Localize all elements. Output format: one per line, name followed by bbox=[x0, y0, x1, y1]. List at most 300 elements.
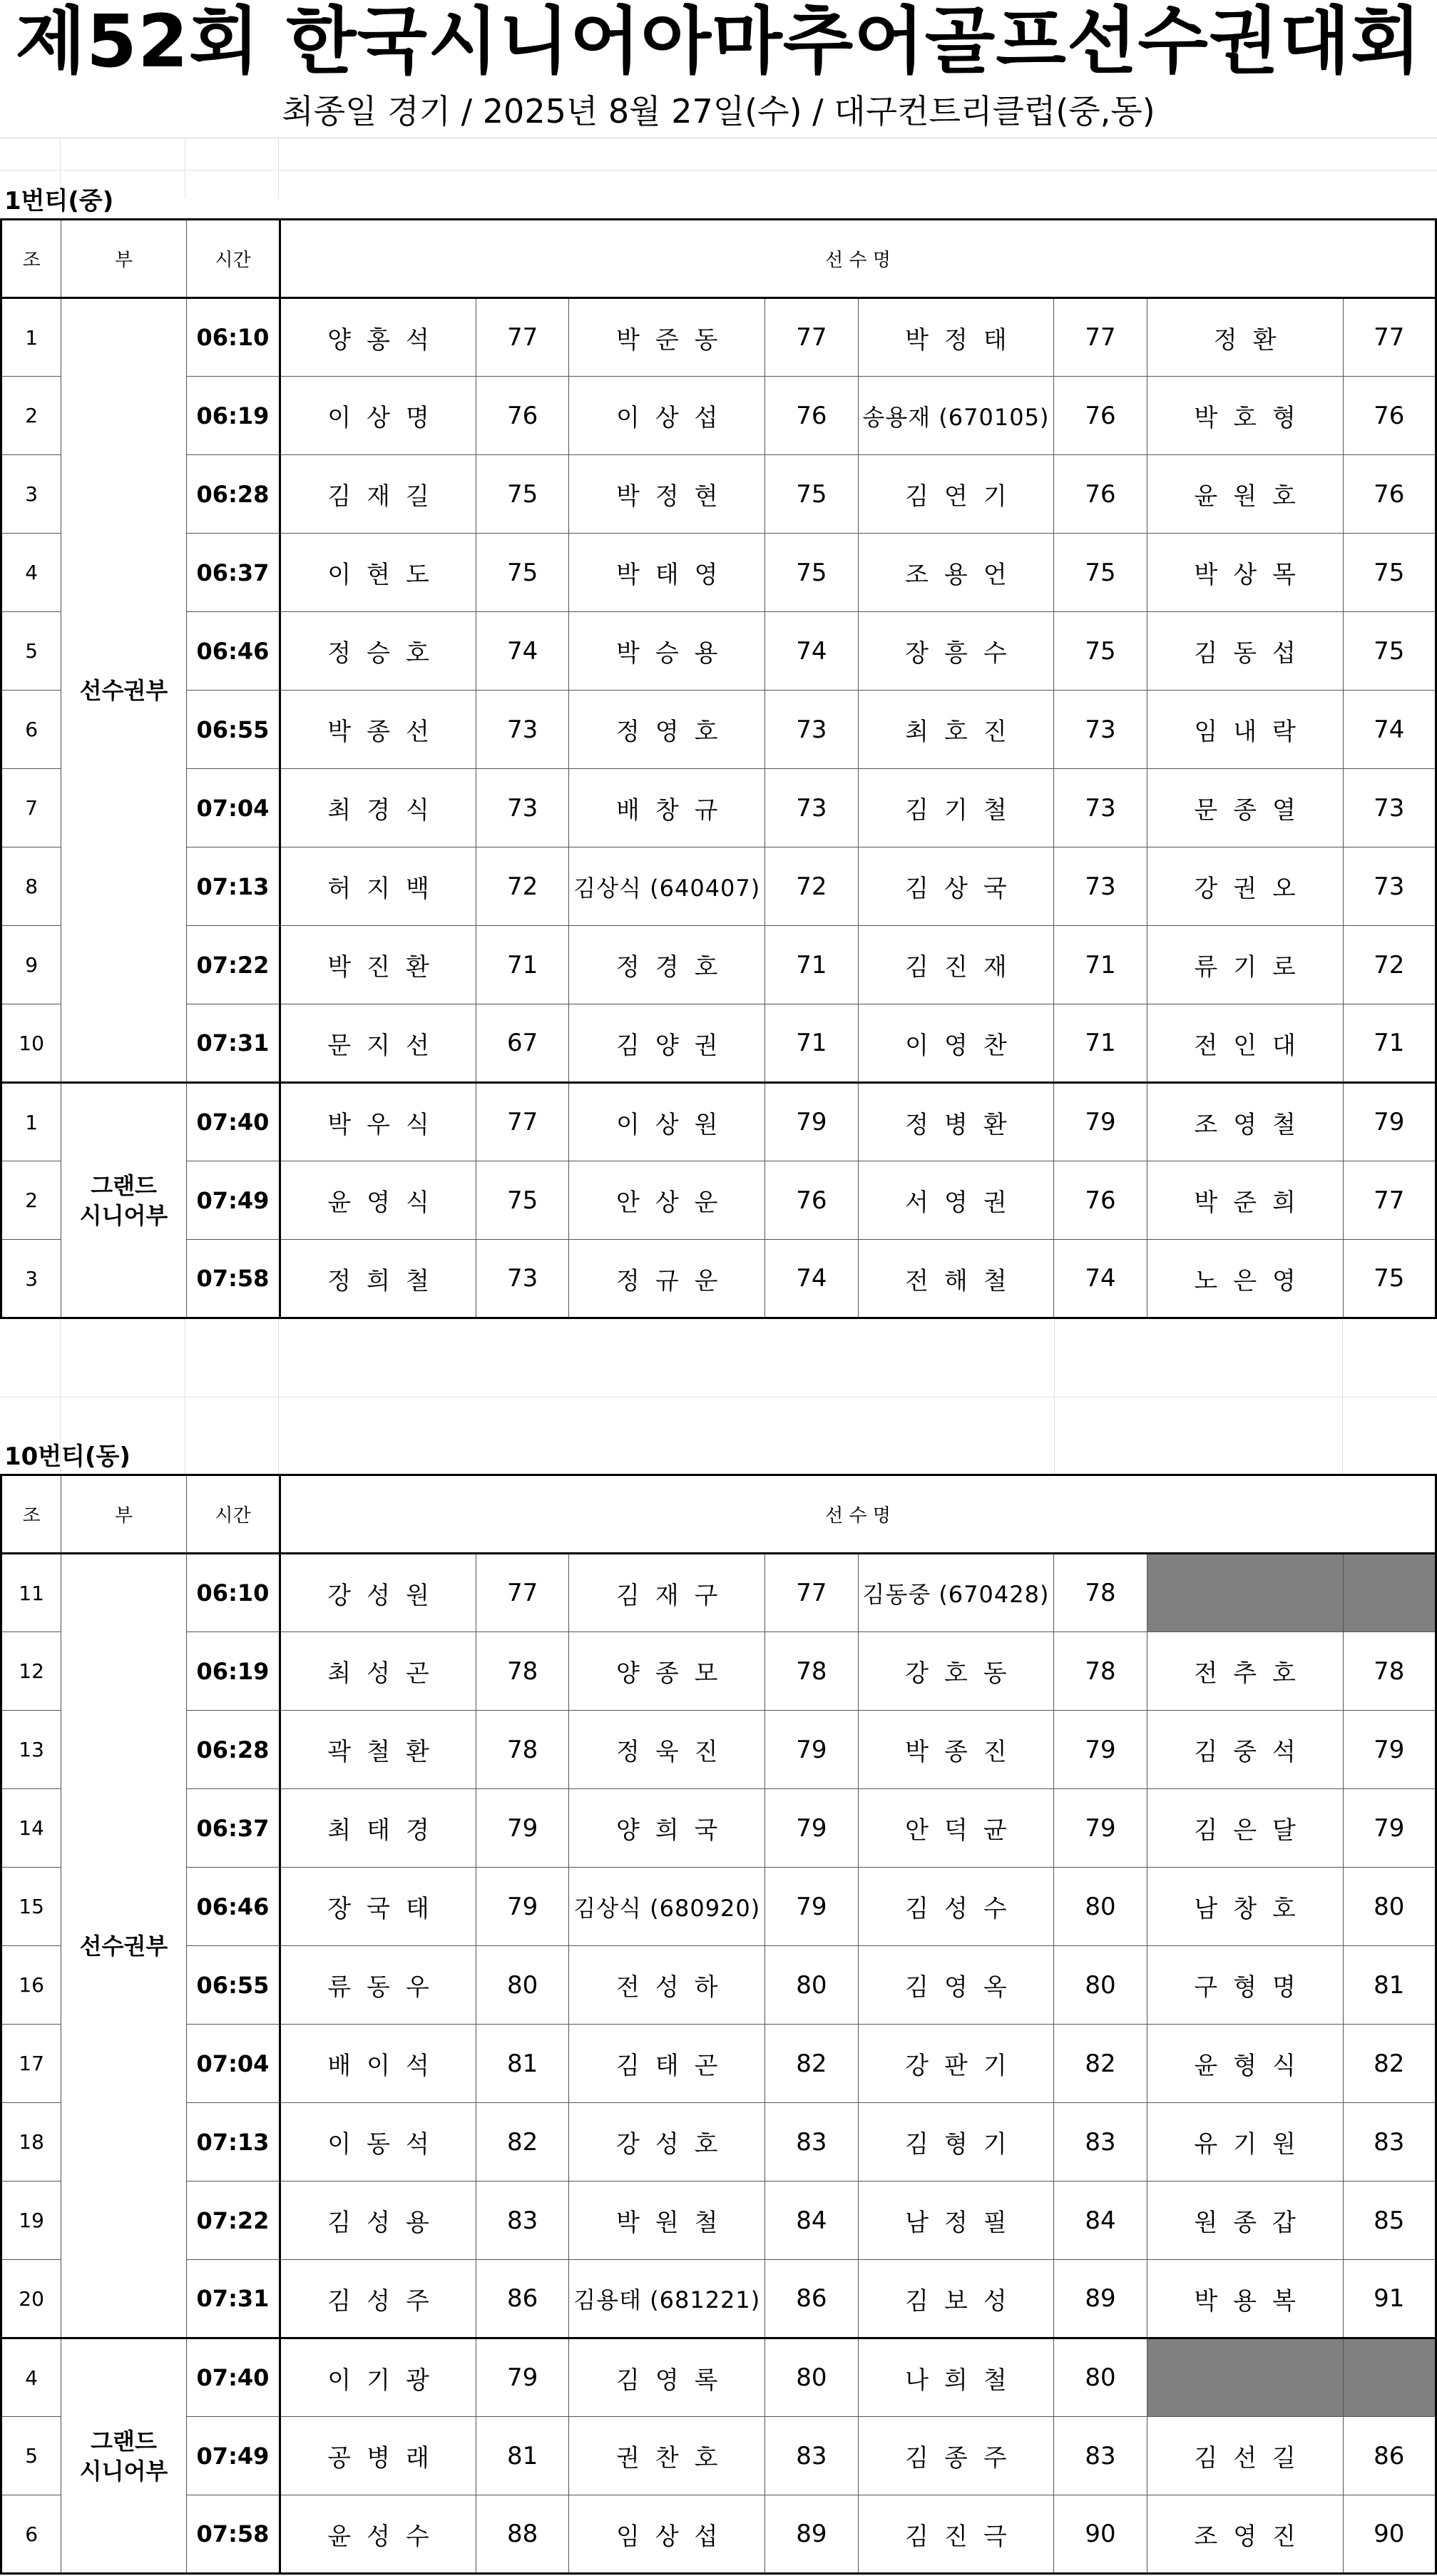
table-row bbox=[1, 847, 1436, 926]
player-score: 76 bbox=[765, 377, 858, 455]
group-number: 1 bbox=[1, 298, 61, 377]
player-score: 79 bbox=[476, 1789, 568, 1868]
group-number: 2 bbox=[1, 1161, 61, 1240]
player-score: 79 bbox=[765, 1789, 858, 1868]
player-score: 80 bbox=[1054, 1868, 1147, 1946]
table-row bbox=[1, 612, 1436, 691]
header-jo: 조 bbox=[1, 1475, 61, 1554]
player-score: 78 bbox=[476, 1632, 568, 1711]
player-score: 85 bbox=[1343, 2182, 1436, 2260]
player-score: 75 bbox=[476, 1161, 568, 1240]
player-name: 문종열 bbox=[1147, 769, 1343, 847]
division-label: 그랜드 시니어부 bbox=[61, 2338, 187, 2574]
player-name: 김영옥 bbox=[858, 1946, 1054, 2025]
tee-time: 07:58 bbox=[186, 1240, 280, 1318]
player-name: 정영호 bbox=[569, 691, 765, 769]
player-score: 77 bbox=[1343, 1161, 1436, 1240]
player-score: 79 bbox=[1343, 1083, 1436, 1161]
player-name: 이상원 bbox=[569, 1083, 765, 1161]
header-jo: 조 bbox=[1, 220, 61, 298]
player-name: 김기철 bbox=[858, 769, 1054, 847]
player-score: 78 bbox=[1054, 1632, 1147, 1711]
empty-slot bbox=[1343, 2338, 1436, 2417]
player-name: 전추호 bbox=[1147, 1632, 1343, 1711]
player-score: 79 bbox=[1343, 1789, 1436, 1868]
player-score: 76 bbox=[476, 377, 568, 455]
tee-time: 07:49 bbox=[186, 2417, 280, 2495]
tee-time: 06:37 bbox=[186, 1789, 280, 1868]
player-score: 82 bbox=[1054, 2025, 1147, 2103]
player-name: 정병환 bbox=[858, 1083, 1054, 1161]
player-name: 임내락 bbox=[1147, 691, 1343, 769]
division-label: 선수권부 bbox=[61, 1554, 187, 2338]
player-score: 82 bbox=[476, 2103, 568, 2182]
group-number: 5 bbox=[1, 2417, 61, 2495]
player-score: 90 bbox=[1054, 2495, 1147, 2574]
player-score: 82 bbox=[765, 2025, 858, 2103]
player-name: 류기로 bbox=[1147, 926, 1343, 1004]
player-score: 83 bbox=[1343, 2103, 1436, 2182]
group-number: 2 bbox=[1, 377, 61, 455]
player-score: 74 bbox=[1054, 1240, 1147, 1318]
section-label-tee-10: 10번티(동) bbox=[4, 1442, 131, 1471]
player-score: 76 bbox=[1054, 377, 1147, 455]
group-number: 5 bbox=[1, 612, 61, 691]
player-score: 72 bbox=[476, 847, 568, 926]
player-score: 79 bbox=[1054, 1789, 1147, 1868]
grid-line bbox=[0, 1397, 1437, 1398]
tee-time: 07:04 bbox=[186, 769, 280, 847]
player-name: 남창호 bbox=[1147, 1868, 1343, 1946]
player-score: 83 bbox=[1054, 2103, 1147, 2182]
player-score: 81 bbox=[1343, 1946, 1436, 2025]
player-name: 김성용 bbox=[280, 2182, 476, 2260]
player-score: 83 bbox=[476, 2182, 568, 2260]
player-score: 90 bbox=[1343, 2495, 1436, 2574]
group-number: 3 bbox=[1, 1240, 61, 1318]
header-players: 선 수 명 bbox=[280, 220, 1436, 298]
player-score: 73 bbox=[765, 691, 858, 769]
player-name: 류동우 bbox=[280, 1946, 476, 2025]
tee-time: 06:10 bbox=[186, 298, 280, 377]
tee-time: 07:13 bbox=[186, 2103, 280, 2182]
player-name: 정욱진 bbox=[569, 1711, 765, 1789]
group-number: 17 bbox=[1, 2025, 61, 2103]
tee-time: 06:28 bbox=[186, 1711, 280, 1789]
player-score: 79 bbox=[765, 1083, 858, 1161]
group-number: 13 bbox=[1, 1711, 61, 1789]
player-score: 77 bbox=[1054, 298, 1147, 377]
player-score: 77 bbox=[1343, 298, 1436, 377]
player-score: 71 bbox=[1343, 1004, 1436, 1083]
player-score: 76 bbox=[1343, 455, 1436, 534]
player-score: 83 bbox=[765, 2103, 858, 2182]
player-score: 79 bbox=[476, 1868, 568, 1946]
player-name: 윤형식 bbox=[1147, 2025, 1343, 2103]
tee-time: 06:55 bbox=[186, 1946, 280, 2025]
player-name: 김진재 bbox=[858, 926, 1054, 1004]
player-name: 강권오 bbox=[1147, 847, 1343, 926]
player-name: 공병래 bbox=[280, 2417, 476, 2495]
header-time: 시간 bbox=[186, 1475, 280, 1554]
player-name: 박용복 bbox=[1147, 2260, 1343, 2338]
player-score: 73 bbox=[765, 769, 858, 847]
player-name: 김동중 (670428) bbox=[858, 1554, 1054, 1632]
player-score: 73 bbox=[1054, 769, 1147, 847]
grid-line bbox=[278, 1318, 279, 1475]
player-name: 장흥수 bbox=[858, 612, 1054, 691]
tee-time: 06:19 bbox=[186, 377, 280, 455]
player-score: 79 bbox=[1343, 1711, 1436, 1789]
player-name: 유기원 bbox=[1147, 2103, 1343, 2182]
tee-time: 07:22 bbox=[186, 926, 280, 1004]
table-row bbox=[1, 455, 1436, 534]
player-name: 박상목 bbox=[1147, 534, 1343, 612]
player-name: 이상섭 bbox=[569, 377, 765, 455]
player-name: 배창규 bbox=[569, 769, 765, 847]
player-name: 강성원 bbox=[280, 1554, 476, 1632]
player-name: 양홍석 bbox=[280, 298, 476, 377]
tee-time: 07:04 bbox=[186, 2025, 280, 2103]
grid-line bbox=[1342, 1318, 1343, 1475]
player-name: 김용태 (681221) bbox=[569, 2260, 765, 2338]
player-score: 74 bbox=[1343, 691, 1436, 769]
player-name: 김상국 bbox=[858, 847, 1054, 926]
player-score: 75 bbox=[1343, 534, 1436, 612]
player-score: 79 bbox=[1054, 1083, 1147, 1161]
player-name: 노은영 bbox=[1147, 1240, 1343, 1318]
table-row bbox=[1, 1868, 1436, 1946]
player-name: 김보성 bbox=[858, 2260, 1054, 2338]
player-name: 안덕균 bbox=[858, 1789, 1054, 1868]
player-score: 81 bbox=[476, 2025, 568, 2103]
player-score: 79 bbox=[765, 1711, 858, 1789]
player-score: 86 bbox=[1343, 2417, 1436, 2495]
player-name: 정희철 bbox=[280, 1240, 476, 1318]
player-name: 김형기 bbox=[858, 2103, 1054, 2182]
player-score: 74 bbox=[476, 612, 568, 691]
group-number: 18 bbox=[1, 2103, 61, 2182]
player-score: 67 bbox=[476, 1004, 568, 1083]
player-score: 71 bbox=[1054, 926, 1147, 1004]
player-name: 박준동 bbox=[569, 298, 765, 377]
group-number: 4 bbox=[1, 2338, 61, 2417]
player-name: 정승호 bbox=[280, 612, 476, 691]
player-score: 75 bbox=[765, 534, 858, 612]
player-score: 83 bbox=[765, 2417, 858, 2495]
player-score: 73 bbox=[476, 691, 568, 769]
table-row bbox=[1, 1632, 1436, 1711]
player-score: 75 bbox=[1054, 612, 1147, 691]
player-score: 73 bbox=[1343, 769, 1436, 847]
player-score: 84 bbox=[1054, 2182, 1147, 2260]
player-name: 김성수 bbox=[858, 1868, 1054, 1946]
tee-time: 06:46 bbox=[186, 612, 280, 691]
table-row bbox=[1, 1161, 1436, 1240]
empty-slot bbox=[1147, 2338, 1343, 2417]
player-name: 남정필 bbox=[858, 2182, 1054, 2260]
player-name: 정경호 bbox=[569, 926, 765, 1004]
player-score: 78 bbox=[1054, 1554, 1147, 1632]
tee-time: 06:46 bbox=[186, 1868, 280, 1946]
tee-time: 07:40 bbox=[186, 1083, 280, 1161]
player-score: 80 bbox=[1054, 2338, 1147, 2417]
player-name: 강판기 bbox=[858, 2025, 1054, 2103]
player-name: 김재구 bbox=[569, 1554, 765, 1632]
table-row bbox=[1, 2260, 1436, 2338]
table-row bbox=[1, 2495, 1436, 2574]
tee-time: 07:31 bbox=[186, 2260, 280, 2338]
player-score: 77 bbox=[476, 1554, 568, 1632]
player-name: 나희철 bbox=[858, 2338, 1054, 2417]
player-name: 윤성수 bbox=[280, 2495, 476, 2574]
empty-slot bbox=[1147, 1554, 1343, 1632]
player-name: 박종진 bbox=[858, 1711, 1054, 1789]
player-name: 박우식 bbox=[280, 1083, 476, 1161]
player-name: 윤원호 bbox=[1147, 455, 1343, 534]
player-name: 송용재 (670105) bbox=[858, 377, 1054, 455]
player-score: 73 bbox=[476, 769, 568, 847]
tee-time: 07:49 bbox=[186, 1161, 280, 1240]
player-score: 86 bbox=[765, 2260, 858, 2338]
group-number: 1 bbox=[1, 1083, 61, 1161]
player-name: 김상식 (680920) bbox=[569, 1868, 765, 1946]
player-score: 77 bbox=[765, 1554, 858, 1632]
division-label: 그랜드 시니어부 bbox=[61, 1083, 187, 1318]
player-name: 박호형 bbox=[1147, 377, 1343, 455]
player-name: 김연기 bbox=[858, 455, 1054, 534]
player-score: 81 bbox=[476, 2417, 568, 2495]
player-score: 79 bbox=[1054, 1711, 1147, 1789]
player-name: 허지백 bbox=[280, 847, 476, 926]
player-name: 김진극 bbox=[858, 2495, 1054, 2574]
player-name: 박태영 bbox=[569, 534, 765, 612]
player-name: 이현도 bbox=[280, 534, 476, 612]
table-row bbox=[1, 1711, 1436, 1789]
empty-slot bbox=[1343, 1554, 1436, 1632]
player-name: 박준희 bbox=[1147, 1161, 1343, 1240]
group-number: 6 bbox=[1, 2495, 61, 2574]
tee-time: 06:28 bbox=[186, 455, 280, 534]
player-score: 76 bbox=[765, 1161, 858, 1240]
player-name: 조영철 bbox=[1147, 1083, 1343, 1161]
player-name: 김선길 bbox=[1147, 2417, 1343, 2495]
player-score: 80 bbox=[1054, 1946, 1147, 2025]
player-name: 전인대 bbox=[1147, 1004, 1343, 1083]
player-name: 서영권 bbox=[858, 1161, 1054, 1240]
player-name: 이기광 bbox=[280, 2338, 476, 2417]
table-row bbox=[1, 2182, 1436, 2260]
group-number: 4 bbox=[1, 534, 61, 612]
player-name: 배이석 bbox=[280, 2025, 476, 2103]
player-score: 73 bbox=[476, 1240, 568, 1318]
grid-line bbox=[1054, 1318, 1055, 1475]
player-name: 박승용 bbox=[569, 612, 765, 691]
player-name: 구형명 bbox=[1147, 1946, 1343, 2025]
player-name: 양종모 bbox=[569, 1632, 765, 1711]
player-score: 77 bbox=[765, 298, 858, 377]
player-score: 75 bbox=[1343, 1240, 1436, 1318]
header-time: 시간 bbox=[186, 220, 280, 298]
player-score: 71 bbox=[765, 926, 858, 1004]
player-name: 권찬호 bbox=[569, 2417, 765, 2495]
group-number: 16 bbox=[1, 1946, 61, 2025]
player-name: 김양권 bbox=[569, 1004, 765, 1083]
player-score: 74 bbox=[765, 612, 858, 691]
table-row bbox=[1, 926, 1436, 1004]
player-name: 김상식 (640407) bbox=[569, 847, 765, 926]
player-score: 83 bbox=[1054, 2417, 1147, 2495]
player-name: 조용언 bbox=[858, 534, 1054, 612]
tee-time: 07:13 bbox=[186, 847, 280, 926]
group-number: 19 bbox=[1, 2182, 61, 2260]
player-name: 최성곤 bbox=[280, 1632, 476, 1711]
player-score: 89 bbox=[1054, 2260, 1147, 2338]
player-name: 김중석 bbox=[1147, 1711, 1343, 1789]
player-score: 84 bbox=[765, 2182, 858, 2260]
player-name: 김동섭 bbox=[1147, 612, 1343, 691]
player-name: 김영록 bbox=[569, 2338, 765, 2417]
player-score: 80 bbox=[1343, 1868, 1436, 1946]
player-score: 89 bbox=[765, 2495, 858, 2574]
player-score: 72 bbox=[765, 847, 858, 926]
group-number: 8 bbox=[1, 847, 61, 926]
player-name: 원종갑 bbox=[1147, 2182, 1343, 2260]
player-score: 78 bbox=[476, 1711, 568, 1789]
table-row bbox=[1, 1554, 1436, 1632]
player-score: 91 bbox=[1343, 2260, 1436, 2338]
player-score: 71 bbox=[1054, 1004, 1147, 1083]
player-name: 전해철 bbox=[858, 1240, 1054, 1318]
player-name: 강성호 bbox=[569, 2103, 765, 2182]
player-score: 75 bbox=[1343, 612, 1436, 691]
player-name: 김종주 bbox=[858, 2417, 1054, 2495]
player-name: 박원철 bbox=[569, 2182, 765, 2260]
player-name: 장국태 bbox=[280, 1868, 476, 1946]
player-score: 80 bbox=[765, 2338, 858, 2417]
player-name: 김성주 bbox=[280, 2260, 476, 2338]
tee-time: 06:19 bbox=[186, 1632, 280, 1711]
player-score: 75 bbox=[1054, 534, 1147, 612]
table-row bbox=[1, 1004, 1436, 1083]
player-score: 78 bbox=[765, 1632, 858, 1711]
player-score: 78 bbox=[1343, 1632, 1436, 1711]
player-name: 전성하 bbox=[569, 1946, 765, 2025]
tee-time: 06:37 bbox=[186, 534, 280, 612]
table-row bbox=[1, 298, 1436, 377]
player-name: 박진환 bbox=[280, 926, 476, 1004]
table-row bbox=[1, 2025, 1436, 2103]
group-number: 14 bbox=[1, 1789, 61, 1868]
player-name: 양희국 bbox=[569, 1789, 765, 1868]
player-name: 이영찬 bbox=[858, 1004, 1054, 1083]
player-name: 이동석 bbox=[280, 2103, 476, 2182]
player-score: 76 bbox=[1343, 377, 1436, 455]
tee-time: 06:10 bbox=[186, 1554, 280, 1632]
player-score: 82 bbox=[1343, 2025, 1436, 2103]
player-name: 윤영식 bbox=[280, 1161, 476, 1240]
player-name: 조영진 bbox=[1147, 2495, 1343, 2574]
table-row bbox=[1, 2103, 1436, 2182]
tee-time: 07:58 bbox=[186, 2495, 280, 2574]
player-name: 곽철환 bbox=[280, 1711, 476, 1789]
tee-10-schedule-table bbox=[0, 1474, 1437, 2575]
tee-time: 07:40 bbox=[186, 2338, 280, 2417]
player-score: 74 bbox=[765, 1240, 858, 1318]
table-row bbox=[1, 2338, 1436, 2417]
table-row bbox=[1, 1789, 1436, 1868]
player-name: 김은달 bbox=[1147, 1789, 1343, 1868]
table-row bbox=[1, 1240, 1436, 1318]
header-players: 선 수 명 bbox=[280, 1475, 1436, 1554]
player-name: 문지선 bbox=[280, 1004, 476, 1083]
division-label: 선수권부 bbox=[61, 298, 187, 1083]
player-score: 75 bbox=[765, 455, 858, 534]
grid-line bbox=[278, 138, 279, 198]
table-row bbox=[1, 534, 1436, 612]
player-name: 김태곤 bbox=[569, 2025, 765, 2103]
player-name: 정환 bbox=[1147, 298, 1343, 377]
player-score: 77 bbox=[476, 298, 568, 377]
player-score: 72 bbox=[1343, 926, 1436, 1004]
table-row bbox=[1, 2417, 1436, 2495]
player-score: 80 bbox=[765, 1946, 858, 2025]
player-name: 정규운 bbox=[569, 1240, 765, 1318]
player-score: 86 bbox=[476, 2260, 568, 2338]
group-number: 15 bbox=[1, 1868, 61, 1946]
group-number: 11 bbox=[1, 1554, 61, 1632]
player-name: 임상섭 bbox=[569, 2495, 765, 2574]
player-name: 김재길 bbox=[280, 455, 476, 534]
group-number: 10 bbox=[1, 1004, 61, 1083]
table-row bbox=[1, 691, 1436, 769]
tee-1-schedule-table bbox=[0, 218, 1437, 1319]
player-score: 77 bbox=[476, 1083, 568, 1161]
player-score: 71 bbox=[765, 1004, 858, 1083]
player-score: 79 bbox=[476, 2338, 568, 2417]
player-score: 75 bbox=[476, 534, 568, 612]
group-number: 9 bbox=[1, 926, 61, 1004]
player-score: 76 bbox=[1054, 1161, 1147, 1240]
player-score: 71 bbox=[476, 926, 568, 1004]
player-score: 80 bbox=[476, 1946, 568, 2025]
player-name: 이상명 bbox=[280, 377, 476, 455]
page-title: 제52회 한국시니어아마추어골프선수권대회 bbox=[15, 0, 1422, 84]
player-score: 79 bbox=[765, 1868, 858, 1946]
table-row bbox=[1, 769, 1436, 847]
page-subtitle: 최종일 경기 / 2025년 8월 27일(수) / 대구컨트리클럽(중,동) bbox=[0, 84, 1437, 138]
player-name: 안상운 bbox=[569, 1161, 765, 1240]
tee-time: 07:31 bbox=[186, 1004, 280, 1083]
player-name: 최태경 bbox=[280, 1789, 476, 1868]
section-label-tee-1: 1번티(중) bbox=[4, 187, 114, 215]
header-bu: 부 bbox=[61, 1475, 187, 1554]
player-name: 박정현 bbox=[569, 455, 765, 534]
player-score: 73 bbox=[1054, 847, 1147, 926]
player-name: 최호진 bbox=[858, 691, 1054, 769]
header-bu: 부 bbox=[61, 220, 187, 298]
player-score: 76 bbox=[1054, 455, 1147, 534]
player-score: 73 bbox=[1054, 691, 1147, 769]
player-name: 최경식 bbox=[280, 769, 476, 847]
player-score: 75 bbox=[476, 455, 568, 534]
group-number: 20 bbox=[1, 2260, 61, 2338]
table-row bbox=[1, 1946, 1436, 2025]
player-score: 73 bbox=[1343, 847, 1436, 926]
table-row bbox=[1, 1083, 1436, 1161]
group-number: 12 bbox=[1, 1632, 61, 1711]
player-name: 강호동 bbox=[858, 1632, 1054, 1711]
